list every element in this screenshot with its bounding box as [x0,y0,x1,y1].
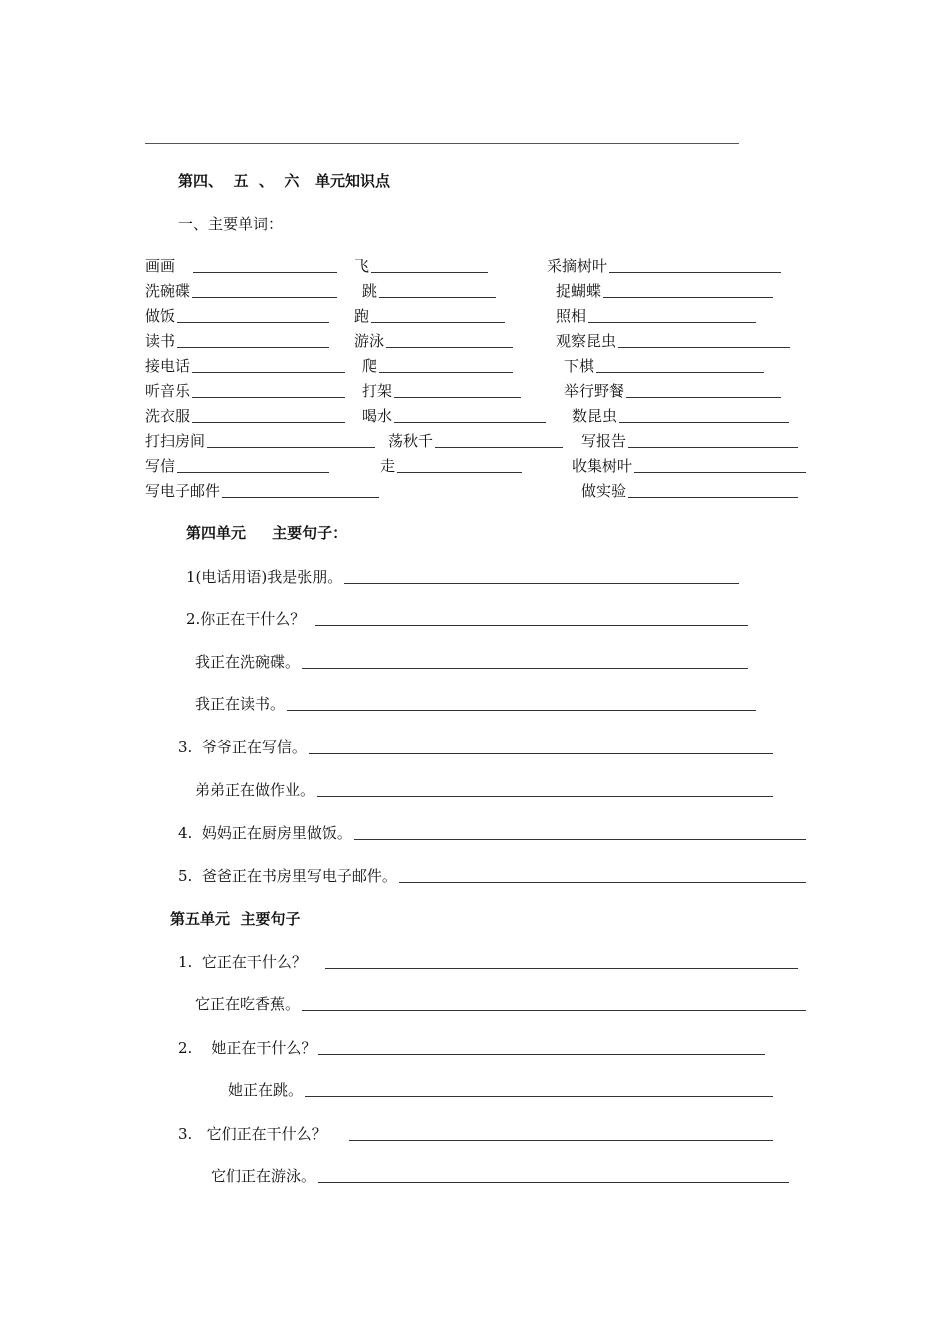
answer-blank[interactable] [302,996,806,1011]
answer-blank[interactable] [315,611,748,626]
vocab-item: 采摘树叶 [547,254,781,276]
vocab-item: 写报告 [581,429,798,451]
vocab-item: 走 [380,454,522,476]
vocab-item: 接电话 [145,354,345,376]
answer-blank[interactable] [177,308,329,323]
vocab-item: 洗碗碟 [145,279,337,301]
answer-blank[interactable] [379,358,513,373]
answer-blank[interactable] [318,1168,789,1183]
sentence-item: 1. 它正在干什么？ [178,950,798,972]
answer-blank[interactable] [344,569,739,584]
sentence-item: 我正在洗碗碟。 [195,650,748,672]
vocab-item: 观察昆虫 [556,329,790,351]
sentence-item: 3. 爷爷正在写信。 [178,735,773,757]
vocab-item: 听音乐 [145,379,345,401]
answer-blank[interactable] [193,258,337,273]
answer-blank[interactable] [596,358,764,373]
vocab-item: 游泳 [354,329,513,351]
sentence-item: 4. 妈妈正在厨房里做饭。 [178,821,806,843]
vocab-item: 写电子邮件 [145,479,379,501]
vocab-item: 洗衣服 [145,404,345,426]
answer-blank[interactable] [386,333,513,348]
sentence-item: 她正在跳。 [228,1078,773,1100]
sentence-item: 它们正在游泳。 [211,1164,789,1186]
answer-blank[interactable] [192,358,345,373]
vocab-item: 举行野餐 [564,379,781,401]
vocab-item: 做实验 [581,479,798,501]
answer-blank[interactable] [349,1126,773,1141]
vocab-item: 跳 [362,279,496,301]
answer-blank[interactable] [435,433,563,448]
answer-blank[interactable] [618,333,790,348]
vocab-item: 画画 [145,254,337,276]
vocab-item: 喝水 [362,404,546,426]
top-rule [145,143,739,144]
sentence-item: 它正在吃香蕉。 [195,992,806,1014]
page-title: 第四、 五 、 六 单元知识点 [178,172,391,190]
vocab-item: 读书 [145,329,329,351]
answer-blank[interactable] [317,782,773,797]
vocab-item: 收集树叶 [572,454,806,476]
answer-blank[interactable] [588,308,756,323]
sentence-item: 我正在读书。 [195,692,756,714]
answer-blank[interactable] [177,458,329,473]
answer-blank[interactable] [192,408,345,423]
answer-blank[interactable] [207,433,375,448]
sentence-item: 弟弟正在做作业。 [195,778,773,800]
vocab-item: 写信 [145,454,329,476]
answer-blank[interactable] [305,1082,773,1097]
answer-blank[interactable] [354,825,806,840]
answer-blank[interactable] [619,408,789,423]
answer-blank[interactable] [371,308,505,323]
vocab-item: 打扫房间 [145,429,375,451]
answer-blank[interactable] [394,383,521,398]
answer-blank[interactable] [302,654,748,669]
answer-blank[interactable] [318,1040,765,1055]
words-heading: 一、主要单词： [178,215,284,233]
vocab-item: 爬 [362,354,513,376]
unit4-heading: 第四单元 主要句子： [186,524,348,542]
answer-blank[interactable] [287,696,756,711]
answer-blank[interactable] [371,258,488,273]
answer-blank[interactable] [177,333,329,348]
sentence-item: 5. 爸爸正在书房里写电子邮件。 [178,864,806,886]
sentence-item: 2.你正在干什么？ [186,607,748,629]
answer-blank[interactable] [399,868,806,883]
answer-blank[interactable] [192,283,337,298]
vocab-item: 捉蝴蝶 [556,279,773,301]
sentence-item: 1(电话用语)我是张朋。 [186,565,739,587]
sentence-item: 3. 它们正在干什么？ [178,1122,773,1144]
answer-blank[interactable] [394,408,546,423]
answer-blank[interactable] [626,383,781,398]
answer-blank[interactable] [325,954,798,969]
answer-blank[interactable] [628,483,798,498]
vocab-item: 飞 [354,254,488,276]
answer-blank[interactable] [628,433,798,448]
answer-blank[interactable] [222,483,379,498]
vocab-item: 打架 [362,379,521,401]
answer-blank[interactable] [634,458,806,473]
answer-blank[interactable] [397,458,522,473]
vocab-item: 荡秋千 [388,429,563,451]
unit5-heading: 第五单元 主要句子 [170,910,301,928]
vocab-item: 跑 [354,304,505,326]
answer-blank[interactable] [192,383,345,398]
answer-blank[interactable] [609,258,781,273]
vocab-item: 照相 [556,304,756,326]
answer-blank[interactable] [309,739,773,754]
answer-blank[interactable] [379,283,496,298]
vocab-item: 做饭 [145,304,329,326]
vocab-item: 数昆虫 [572,404,789,426]
answer-blank[interactable] [603,283,773,298]
vocab-item: 下棋 [564,354,764,376]
sentence-item: 2. 她正在干什么？ [178,1036,765,1058]
